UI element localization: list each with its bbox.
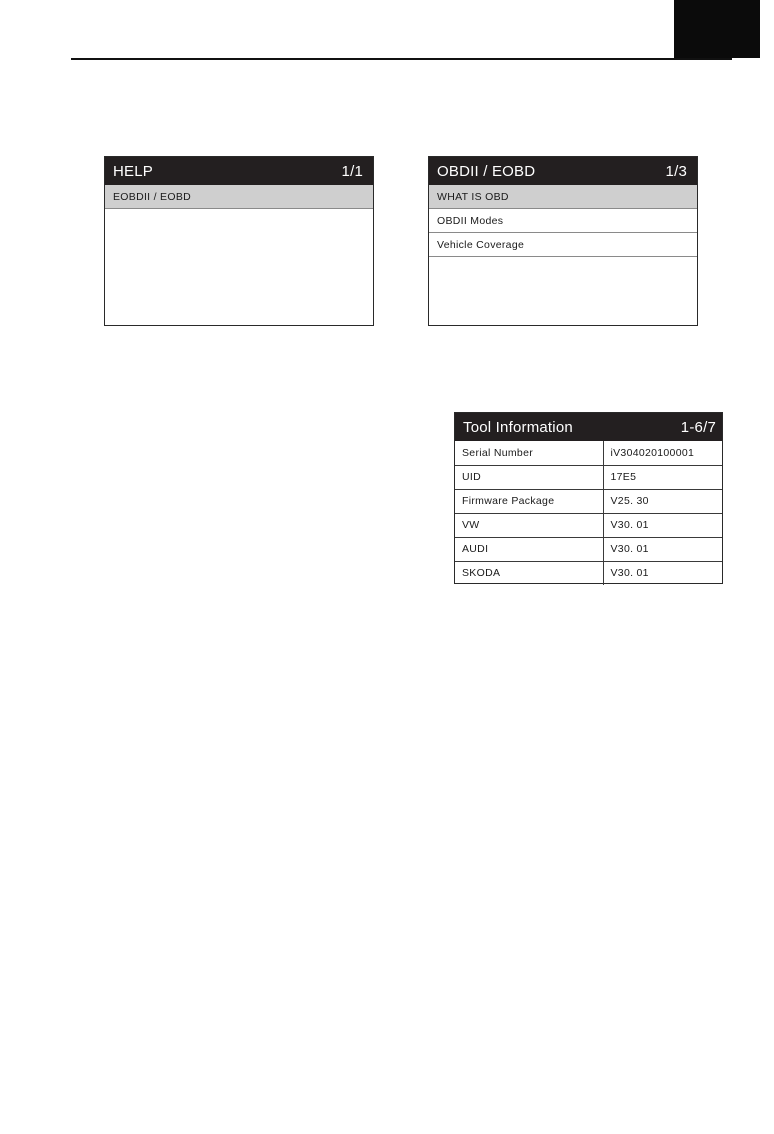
- row-value: V25. 30: [603, 489, 722, 513]
- row-label: SKODA: [455, 561, 603, 585]
- help-page-indicator: 1/1: [341, 162, 363, 180]
- row-value: iV304020100001: [603, 441, 722, 465]
- row-label: UID: [455, 465, 603, 489]
- row-label: AUDI: [455, 537, 603, 561]
- obd-menu-item-what-is-obd[interactable]: [429, 185, 697, 209]
- obd-menu-item-vehicle-coverage[interactable]: [429, 233, 697, 257]
- obd-screen: [428, 156, 698, 326]
- tool-info-table: [455, 441, 722, 585]
- tool-info-title-bar: [455, 413, 722, 441]
- table-row: [455, 513, 722, 537]
- header-rule: [71, 58, 732, 60]
- page-corner-tab: [674, 0, 760, 58]
- help-menu-item-eobd[interactable]: [105, 185, 373, 209]
- row-value: V30. 01: [610, 567, 649, 580]
- tool-info-title: Tool Information: [463, 418, 573, 436]
- help-title: HELP: [113, 162, 153, 180]
- row-label: Firmware Package: [455, 489, 603, 513]
- row-value: V30. 01: [603, 537, 722, 561]
- obd-title-bar: [429, 157, 697, 185]
- row-value: 17E5: [603, 465, 722, 489]
- help-screen: [104, 156, 374, 326]
- tool-info-page-indicator: 1-6/7: [680, 418, 716, 436]
- obd-menu-item-modes[interactable]: [429, 209, 697, 233]
- help-title-bar: [105, 157, 373, 185]
- obd-title: OBDII / EOBD: [437, 162, 536, 180]
- table-row: [455, 537, 722, 561]
- table-row: [455, 489, 722, 513]
- row-label: VW: [455, 513, 603, 537]
- obd-page-indicator: 1/3: [665, 162, 687, 180]
- menu-item-label: WHAT IS OBD: [437, 190, 509, 203]
- row-value: V30. 01: [603, 513, 722, 537]
- tool-info-screen: [454, 412, 723, 584]
- table-row: [455, 465, 722, 489]
- menu-item-label: OBDII Modes: [437, 214, 504, 227]
- table-row: [455, 441, 722, 465]
- row-label: Serial Number: [455, 441, 603, 465]
- menu-item-label: Vehicle Coverage: [437, 238, 525, 251]
- table-row: [455, 561, 722, 585]
- menu-item-label: EOBDII / EOBD: [113, 190, 191, 203]
